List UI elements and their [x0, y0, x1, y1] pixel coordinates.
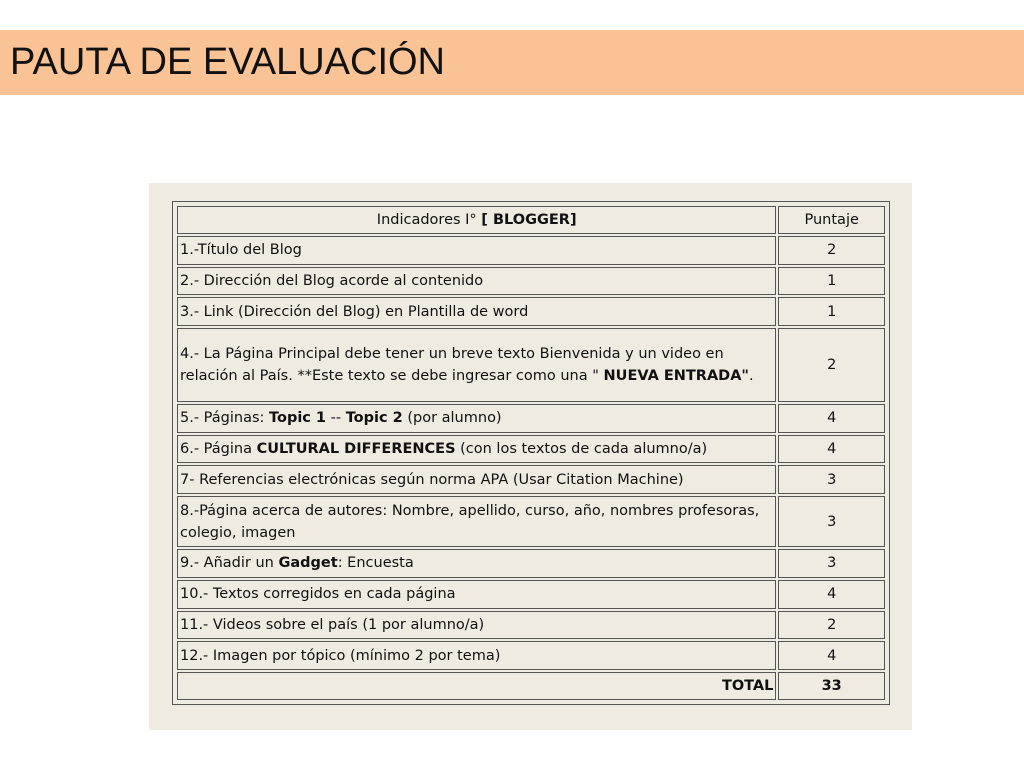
- indicator-text: (por alumno): [402, 410, 502, 427]
- indicator-cell: [177, 297, 776, 326]
- indicator-text-bold: Topic 1: [269, 410, 327, 427]
- table-row: [177, 297, 885, 326]
- table-row: [177, 267, 885, 296]
- score-cell: 4: [778, 404, 885, 433]
- indicator-text-bold: Topic 2: [345, 410, 403, 427]
- indicator-text-bold: CULTURAL DIFFERENCES: [256, 440, 456, 457]
- table-row: [177, 236, 885, 265]
- score-cell: 1: [778, 297, 885, 326]
- indicator-text-bold: Gadget: [278, 555, 338, 572]
- rubric-panel: [149, 183, 912, 730]
- indicator-cell: [177, 611, 776, 640]
- title-bar: [0, 30, 1024, 95]
- total-value: 33: [778, 672, 885, 700]
- indicator-cell: [177, 549, 776, 578]
- table-row: [177, 465, 885, 494]
- score-cell: 3: [778, 496, 885, 547]
- indicator-cell: [177, 641, 776, 670]
- indicator-header-prefix: Indicadores I°: [376, 212, 482, 228]
- indicator-text: 10.- Textos corregidos en cada página: [180, 586, 456, 603]
- table-row: [177, 435, 885, 464]
- indicator-text: .: [748, 367, 754, 384]
- rubric-table-frame: [172, 201, 890, 705]
- indicator-text-bold: NUEVA ENTRADA": [603, 367, 749, 384]
- indicator-cell: [177, 496, 776, 547]
- table-row: [177, 611, 885, 640]
- table-row: [177, 641, 885, 670]
- indicator-text: 7- Referencias electrónicas según norma APA (Usar Citation Machine): [180, 471, 684, 488]
- indicator-cell: [177, 236, 776, 265]
- table-row: [177, 328, 885, 402]
- total-label: TOTAL: [177, 672, 776, 700]
- score-cell: 4: [778, 641, 885, 670]
- indicator-text: 1.-Título del Blog: [180, 242, 302, 259]
- indicator-cell: [177, 267, 776, 296]
- score-cell: 2: [778, 328, 885, 402]
- score-cell: 3: [778, 549, 885, 578]
- table-row: [177, 549, 885, 578]
- table-row: [177, 580, 885, 609]
- indicator-text: 12.- Imagen por tópico (mínimo 2 por tema): [180, 647, 501, 664]
- indicator-text: 3.- Link (Dirección del Blog) en Plantilla de word: [180, 303, 529, 320]
- indicator-text: (con los textos de cada alumno/a): [455, 440, 708, 457]
- total-row: [177, 672, 885, 700]
- rubric-table: [175, 204, 887, 702]
- score-cell: 2: [778, 236, 885, 265]
- indicator-cell: [177, 328, 776, 402]
- indicator-cell: [177, 435, 776, 464]
- indicator-cell: [177, 465, 776, 494]
- score-cell: 4: [778, 580, 885, 609]
- indicator-text: 5.- Páginas:: [180, 410, 270, 427]
- indicator-text: 2.- Dirección del Blog acorde al contenido: [180, 273, 484, 290]
- indicator-text: 9.- Añadir un: [180, 555, 279, 572]
- indicator-text: 8.-Página acerca de autores: Nombre, apellido, curso, año, nombres profesoras, colegio, imagen: [180, 502, 760, 541]
- rubric-body: [177, 236, 885, 670]
- indicator-text: : Encuesta: [337, 555, 414, 572]
- indicator-text: 11.- Videos sobre el país (1 por alumno/a): [180, 616, 485, 633]
- score-cell: 4: [778, 435, 885, 464]
- indicator-header-bold: [ BLOGGER]: [481, 212, 577, 228]
- score-cell: 1: [778, 267, 885, 296]
- indicator-header-cell: [177, 206, 776, 234]
- indicator-text: 4.- La Página Principal debe tener un breve texto Bienvenida y un video en relación al País. **Este texto se debe ingresar como una ": [180, 345, 724, 384]
- table-row: [177, 496, 885, 547]
- indicator-cell: [177, 580, 776, 609]
- table-header-row: [177, 206, 885, 234]
- score-header-cell: Puntaje: [778, 206, 885, 234]
- score-cell: 3: [778, 465, 885, 494]
- indicator-text: 6.- Página: [180, 440, 257, 457]
- page-title: PAUTA DE EVALUACIÓN: [10, 41, 445, 83]
- indicator-text: --: [326, 410, 346, 427]
- score-cell: 2: [778, 611, 885, 640]
- indicator-cell: [177, 404, 776, 433]
- table-row: [177, 404, 885, 433]
